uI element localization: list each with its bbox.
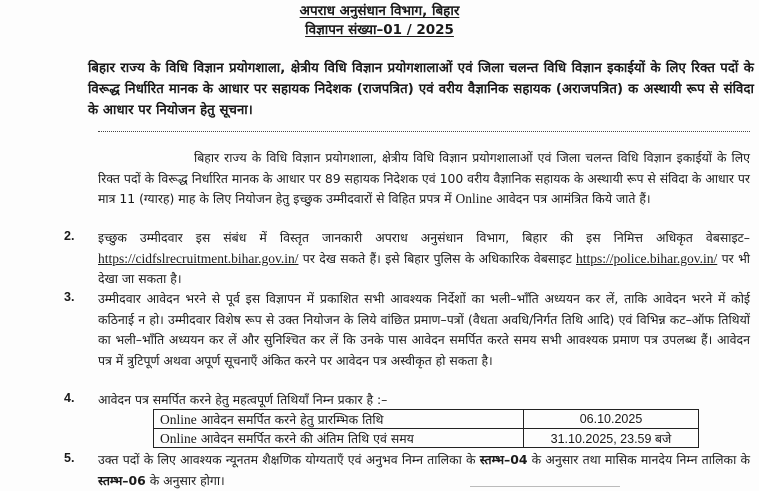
paragraph-5 <box>98 450 750 491</box>
online-word: Online <box>160 411 197 427</box>
online-word: Online <box>160 430 197 446</box>
important-dates-table <box>153 409 699 448</box>
date-label-cell <box>154 410 524 429</box>
paragraph-4: आवेदन पत्र समर्पित करने हेतु महत्वपूर्ण तिथियाँ निम्न प्रकार है :– <box>98 392 388 407</box>
table-row <box>154 410 699 429</box>
table-row <box>154 429 699 448</box>
notice-header <box>0 2 759 40</box>
paragraph-1-text-end: आवेदन पत्र आमंत्रित किये जाते हैं। <box>492 191 651 206</box>
dotted-divider <box>98 131 750 132</box>
paragraph-2-text: इच्छुक उम्मीदवार इस संबंध में विस्तृत जानकारी अपराध अनुसंधान विभाग, बिहार की इस निमित्त अधिकृत वेबसाइट– <box>98 230 750 245</box>
paragraph-3-number: 3. <box>64 290 75 304</box>
paragraph-1 <box>98 148 750 210</box>
date-label: आवेदन समर्पित करने हेतु प्रारम्भिक तिथि <box>196 411 384 427</box>
date-label: आवेदन समर्पित करने की अंतिम तिथि एवं समय <box>196 430 414 446</box>
notice-subject: बिहार राज्य के विधि विज्ञान प्रयोगशाला, क्षेत्रीय विधि विज्ञान प्रयोगशालाओं एवं जिला चलन्त विधि विज्ञान इकाईयों के लिए रिक्त पदों के विरूद्ध निर्धारित मानक के आधार पर सहायक निदेशक (राजपत्रित) एवं वरीय वैज्ञानिक सहायक (अराजपत्रित) क अस्थायी रूप से संविदा के आधार पर नियोजन हेतु सूचना। <box>88 61 754 118</box>
paragraph-2 <box>98 228 750 290</box>
column-06-ref: स्तम्भ–06 <box>98 472 146 488</box>
date-value-cell: 06.10.2025 <box>524 410 699 429</box>
next-table-edge <box>470 486 620 487</box>
cidfsl-recruitment-link[interactable]: https://cidfslrecruitment.bihar.gov.in/ <box>98 250 299 266</box>
paragraph-5-text: उक्त पदों के लिए आवश्यक न्यूनतम शैक्षणिक योग्यताएँ एवं अनुभव निम्न तालिका के <box>98 452 480 467</box>
paragraph-2-number: 2. <box>64 229 75 243</box>
paragraph-5-text-mid: के अनुसार तथा मासिक मानदेय निम्न तालिका के <box>527 452 750 467</box>
paragraph-4-number: 4. <box>64 391 75 405</box>
paragraph-5-text-end: के अनुसार होगा। <box>145 472 225 488</box>
column-04-ref: स्तम्भ–04 <box>479 452 528 467</box>
date-value-cell: 31.10.2025, 23.59 बजे <box>524 429 699 448</box>
paragraph-1-text: बिहार राज्य के विधि विज्ञान प्रयोगशाला, क्षेत्रीय विधि विज्ञान प्रयोगशालाओं एवं जिला चलन्त विधि विज्ञान इकाईयों के लिए रिक्त पदों के विरूद्ध निर्धारित मानक के आधार पर 89 सहायक निदेशक एवं 100 वरीय वैज्ञानिक सहायक के अस्थायी रूप से संविदा के आधार पर मात्र 11 (ग्यारह) माह के लिए नियोजन हेतु इच्छुक उम्मीदवारों से विहित प्रपत्र में <box>98 150 750 206</box>
advertisement-number: विज्ञापन संख्या–01 / 2025 <box>305 22 454 38</box>
date-label-cell <box>154 429 524 448</box>
paragraph-2-text-mid: पर देख सकते हैं। इसे बिहार पुलिस के अधिकारिक वेबसाइट <box>298 250 577 266</box>
paragraph-2-text-end: पर भी देखा जा सकता है। <box>98 250 750 286</box>
department-title: अपराध अनुसंधान विभाग, बिहार <box>299 3 460 19</box>
paragraph-5-number: 5. <box>64 451 75 465</box>
paragraph-3: उम्मीदवार आवेदन भरने से पूर्व इस विज्ञापन में प्रकाशित सभी आवश्यक निर्देशों का भली–भाँति अध्ययन कर लें, ताकि आवेदन भरने में कोई कठिनाई न हो। उम्मीदवार विशेष रूप से उक्त नियोजन के लिये वांछित प्रमाण–पत्रों (वैधता अवधि/निर्गत तिथि आदि) एवं विभिन्न कट–ऑफ तिथियों का भली–भाँति अध्ययन कर लें और सुनिश्चित कर लें कि उनके पास आवेदन समर्पित करते समय सभी आवश्यक प्रमाण पत्र उपलब्ध हैं। आवेदन पत्र में त्रुटिपूर्ण अथवा अपूर्ण सूचनाएँ अंकित करने पर आवेदन पत्र अस्वीकृत हो सकता है। <box>98 291 750 368</box>
online-word: Online <box>455 191 493 206</box>
bihar-police-link[interactable]: https://police.bihar.gov.in/ <box>576 250 718 266</box>
